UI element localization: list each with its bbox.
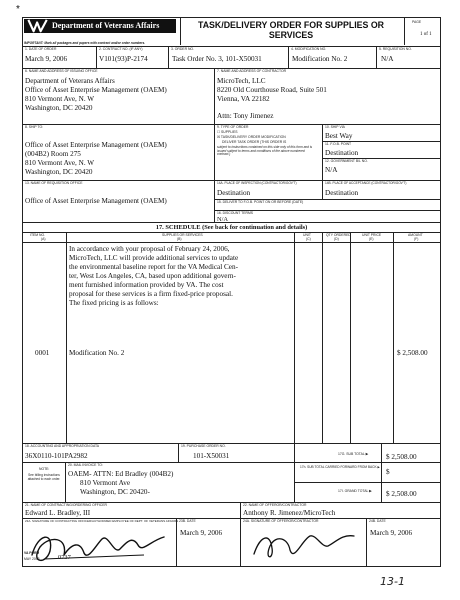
officer-date-label: 23B. DATE bbox=[179, 519, 196, 523]
col-price-sub: (E) bbox=[369, 237, 374, 241]
contractor-signature-label: 24A. SIGNATURE OF OFFEROR/CONTRACTOR bbox=[243, 519, 319, 523]
accounting-label: 18. ACCOUNTING AND APPROPRIATION DATA bbox=[25, 444, 100, 448]
row4-bottom bbox=[22, 222, 441, 223]
note-text: See billing instructions attached to each order. bbox=[27, 473, 61, 481]
type-task-delivery-sub: DELIVER TASK ORDER (THIS ORDER IS bbox=[222, 140, 287, 144]
contractor-line-2: 8220 Old Courthouse Road, Suite 501 bbox=[217, 86, 327, 94]
contractor-label: 7. NAME AND ADDRESS OF CONTRACTOR bbox=[217, 69, 287, 73]
inspection-label: 14A. PLACE OF INSPECTION (CONTRACTOR/GOV'T) bbox=[217, 181, 297, 185]
totals-17-left bbox=[294, 444, 295, 502]
ship-via-label: 10. SHIP VIA bbox=[325, 125, 345, 129]
ordering-officer: Edward L. Bradley, III bbox=[25, 509, 91, 517]
note-label: NOTE: bbox=[39, 467, 50, 471]
col-amount-sub: (F) bbox=[414, 237, 419, 241]
schedule-desc-line-6: proposal for these services is a firm fixed-price proposal. bbox=[69, 290, 233, 298]
modification-no-label: 4. MODIFICATION NO. bbox=[291, 47, 327, 51]
page-number: 13-1 bbox=[380, 575, 405, 588]
issuing-office-label: 6. NAME AND ADDRESS OF ISSUING OFFICE bbox=[25, 69, 98, 73]
date-of-order-label: 1. DATE OF ORDER bbox=[25, 47, 57, 51]
offeror-label: 22. NAME OF OFFEROR/CONTRACTOR bbox=[243, 503, 307, 507]
top-mark: * bbox=[16, 4, 20, 15]
ship-to-line-2: (004B2) Room 275 bbox=[25, 150, 81, 158]
grand-total-value: $ 2,508.00 bbox=[386, 490, 417, 498]
ship-to-line-1: Office of Asset Enterprise Management (OAEM) bbox=[25, 141, 167, 149]
page-value: 1 of 1 bbox=[420, 32, 432, 37]
fob-point: Destination bbox=[325, 149, 359, 157]
form-date: MAY 2003 bbox=[24, 557, 40, 561]
order-no-label: 3. ORDER NO. bbox=[171, 47, 194, 51]
acceptance-label: 14B. PLACE OF ACCEPTANCE (CONTRACTOR/GOV'T) bbox=[325, 181, 407, 185]
va-logo bbox=[27, 19, 49, 33]
purchase-order-no: 101-X50031 bbox=[193, 452, 230, 460]
officer-signature bbox=[24, 525, 174, 569]
ordering-officer-label: 21. NAME OF CONTRACTING/ORDERING OFFICER bbox=[25, 503, 107, 507]
schedule-desc-line-1: In accordance with your proposal of February 24, 2006, bbox=[69, 245, 230, 253]
contractor-attn: Attn: Tony Jimenez bbox=[217, 112, 274, 120]
issuing-office-line-3: 810 Vermont Ave, N. W bbox=[25, 95, 95, 103]
schedule-header-bottom bbox=[22, 242, 441, 243]
row1-div-1 bbox=[96, 47, 97, 68]
gov-bl: N/A bbox=[325, 166, 338, 174]
subtotal-label: 17G. SUB TOTAL ▶ bbox=[338, 452, 369, 456]
contractor-date: March 9, 2006 bbox=[370, 529, 413, 537]
schedule-desc-line-7: The fixed pricing is as follows: bbox=[69, 299, 159, 307]
schedule-desc-line-5: ment furnished information provided by VA. The cost bbox=[69, 281, 224, 289]
gov-bl-label: 12. GOVERNMENT B/L NO. bbox=[325, 159, 368, 163]
contractor-signature bbox=[250, 526, 360, 566]
header-divider-v2 bbox=[404, 17, 405, 45]
col-item-sub: (A) bbox=[41, 237, 46, 241]
mail-invoice-label: 20. MAIL INVOICE TO: bbox=[68, 463, 103, 467]
ship-via: Best Way bbox=[325, 132, 353, 140]
col-amount-header: AMOUNT bbox=[408, 233, 423, 237]
order-no: Task Order No. 3, 101-X50031 bbox=[172, 55, 262, 63]
discount-terms: N/A bbox=[217, 216, 229, 223]
form-number: 0737 bbox=[58, 554, 71, 561]
issuing-office-line-4: Washington, DC 20420 bbox=[25, 104, 93, 112]
schedule-desc-line-4: ter, West Los Angeles, CA, based upon additional govern- bbox=[69, 272, 236, 280]
frame-left bbox=[22, 17, 23, 567]
agency-banner bbox=[24, 19, 176, 33]
accounting-data: 36X0110-101PA2982 bbox=[25, 452, 88, 460]
row1-div-2 bbox=[168, 47, 169, 68]
row1-div-4 bbox=[376, 47, 377, 68]
totals-17g-bottom bbox=[294, 462, 440, 463]
officer-signature-label: 23A. SIGNATURE OF CONTRACTING OFFICER/AUTHORIZED EMPLOYEE OF DEPT. OF VETERANS AFFAIRS bbox=[25, 519, 179, 523]
issuing-office-line-2: Office of Asset Enterprise Management (OAEM) bbox=[25, 86, 167, 94]
totals-17h-bottom bbox=[294, 482, 440, 483]
fob-point-label: 11. F.O.B. POINT bbox=[325, 142, 352, 146]
purchase-order-label: 19. PURCHASE ORDER NO. bbox=[181, 444, 226, 448]
date-of-order: March 9, 2006 bbox=[25, 55, 68, 63]
header-divider-v1 bbox=[180, 17, 181, 45]
line-item-no: 0001 bbox=[35, 349, 50, 357]
subtotal-value: $ 2,508.00 bbox=[386, 453, 417, 461]
type-of-order-note: subject to instructions contained on this side only of this form and is issued subject to terms and conditions of the above numbered contract.) bbox=[217, 145, 313, 157]
sched-col-div-1 bbox=[66, 233, 67, 443]
mail-invoice-line-1: OAEM- ATTN: Ed Bradley (004B2) bbox=[68, 470, 174, 478]
contract-no-label: 2. CONTRACT NO. (IF ANY) bbox=[99, 47, 143, 51]
requisition-office: Office of Asset Enterprise Management (OAEM) bbox=[25, 197, 167, 205]
subtotal-forward-label: 17h. SUB TOTAL CARRIED FORWARD FROM BACK ▶ bbox=[300, 465, 380, 469]
important-note: IMPORTANT: Mark all packages and papers with contract and/or order numbers. bbox=[24, 41, 146, 45]
requisition-no: N/A bbox=[381, 55, 394, 63]
sig-div-date-1 bbox=[176, 519, 177, 567]
schedule-title: 17. SCHEDULE (See back for continuation and details) bbox=[155, 224, 308, 231]
col-supplies-sub: (B) bbox=[177, 237, 182, 241]
form-title: TASK/DELIVERY ORDER FOR SUPPLIES OR SERVICES bbox=[197, 20, 385, 40]
row4-div-1 bbox=[214, 181, 215, 222]
contractor-line-1: MicroTech, LLC bbox=[217, 77, 266, 85]
discount-terms-label: 16. DISCOUNT TERMS bbox=[217, 211, 254, 215]
requisition-office-label: 13. NAME OF REQUISITION OFFICE bbox=[25, 181, 83, 185]
schedule-desc-line-3: the environmental baseline report for the VA Medical Cen- bbox=[69, 263, 238, 271]
modification-no: Modification No. 2 bbox=[292, 55, 348, 63]
type-of-order-label: 9. TYPE OF ORDER bbox=[217, 125, 249, 129]
requisition-no-label: 5. REQUISITION NO. bbox=[379, 47, 412, 51]
col-unit-header: UNIT bbox=[303, 233, 311, 237]
form-number-label: VA FORM bbox=[24, 551, 40, 555]
col-qty-header: QTY ORDERED bbox=[326, 233, 351, 237]
mail-invoice-line-3: Washington, DC 20420- bbox=[80, 488, 150, 496]
line-item-amount: $ 2,508.00 bbox=[397, 349, 428, 357]
row4-div-2 bbox=[322, 181, 323, 199]
row3-div-2 bbox=[322, 125, 323, 180]
officer-date: March 9, 2006 bbox=[180, 529, 223, 537]
ship-to-line-4: Washington, DC 20420 bbox=[25, 168, 93, 176]
mail-invoice-line-2: 810 Vermont Ave bbox=[80, 479, 131, 487]
offeror-name: Anthony R. Jimenez/MicroTech bbox=[243, 509, 336, 517]
issuing-office-line-1: Department of Veterans Affairs bbox=[25, 77, 115, 85]
agency-name: Department of Veterans Affairs bbox=[52, 21, 160, 30]
grand-total-label: 17I. GRAND TOTAL ▶ bbox=[338, 489, 372, 493]
row3-div-1 bbox=[214, 125, 215, 180]
row2-div bbox=[214, 69, 215, 124]
sched-col-div-2 bbox=[294, 233, 295, 443]
contractor-line-3: Vienna, VA 22182 bbox=[217, 95, 270, 103]
totals-div-1 bbox=[178, 444, 179, 462]
acceptance-place: Destination bbox=[325, 189, 359, 197]
sched-col-div-4 bbox=[350, 233, 351, 443]
inspection-place: Destination bbox=[217, 189, 251, 197]
type-supplies: ☐ SUPPLIES bbox=[217, 130, 238, 134]
col-item-header: ITEM NO. bbox=[30, 233, 46, 237]
deliver-fob-label: 15. DELIVER TO F.O.B. POINT ON OR BEFORE (DATE) bbox=[217, 200, 304, 204]
sig-div-date-2 bbox=[366, 519, 367, 567]
row1-div-3 bbox=[288, 47, 289, 68]
frame-right bbox=[440, 17, 441, 567]
subtotal-forward-value: $ bbox=[386, 468, 390, 476]
line-item-desc: Modification No. 2 bbox=[69, 349, 125, 357]
col-supplies-header: SUPPLIES OR SERVICES bbox=[162, 233, 203, 237]
contractor-date-label: 24B. DATE bbox=[369, 519, 386, 523]
sig-div-main bbox=[240, 503, 241, 567]
col-unit-sub: (C) bbox=[306, 237, 311, 241]
type-task-delivery: ☒ TASK/DELIVERY ORDER MODIFICATION bbox=[217, 135, 286, 139]
col-price-header: UNIT PRICE bbox=[362, 233, 382, 237]
totals-div-3 bbox=[381, 444, 382, 502]
col-qty-sub: (D) bbox=[334, 237, 339, 241]
frame-top bbox=[22, 17, 441, 18]
totals-div-2 bbox=[65, 462, 66, 502]
page-label: PAGE bbox=[412, 20, 422, 24]
sched-col-div-5 bbox=[393, 233, 394, 443]
ship-to-line-3: 810 Vermont Ave, N. W bbox=[25, 159, 95, 167]
schedule-desc-line-2: MicroTech, LLC will provide additional services to update bbox=[69, 254, 239, 262]
ship-to-label: 8. SHIP TO: bbox=[25, 125, 44, 129]
contract-no: V101(93)P-2174 bbox=[99, 55, 148, 63]
sched-col-div-3 bbox=[322, 233, 323, 443]
